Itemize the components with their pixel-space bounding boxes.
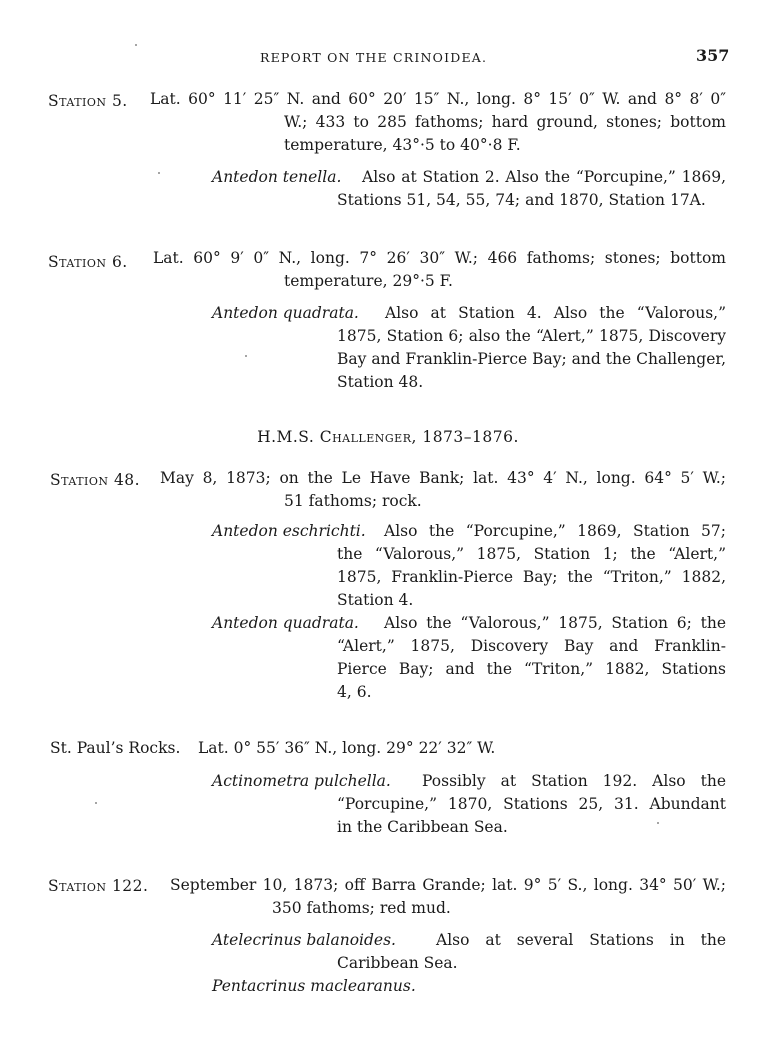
station-line: temperature, 43°·5 to 40°·8 F. [284, 136, 521, 154]
species-note: 4, 6. [337, 683, 372, 701]
species-note: Also at Station 2. Also the “Porcupine,” 1869, [362, 168, 726, 186]
species-note: Caribbean Sea. [337, 954, 458, 972]
species-name: Antedon quadrata. [212, 614, 359, 632]
station-label: Station 5. [48, 92, 128, 110]
station-line: Lat. 0° 55′ 36″ N., long. 29° 22′ 32″ W. [198, 739, 496, 757]
species-note: “Porcupine,” 1870, Stations 25, 31. Abundant [337, 795, 726, 813]
species-note: Pierce Bay; and the “Triton,” 1882, Stations [337, 660, 726, 678]
page-number: 357 [696, 46, 730, 65]
station-line: 350 fathoms; red mud. [272, 899, 451, 917]
running-head: REPORT ON THE CRINOIDEA. [260, 50, 488, 65]
print-speck [245, 355, 247, 357]
species-name: Pentacrinus maclearanus. [212, 977, 416, 995]
species-name: Antedon eschrichti. [212, 522, 366, 540]
species-name: Atelecrinus balanoides. [212, 931, 396, 949]
species-note: “Alert,” 1875, Discovery Bay and Franklin- [337, 637, 726, 655]
print-speck [135, 44, 137, 46]
species-note: Also at several Stations in the [436, 931, 726, 949]
species-note: 1875, Franklin-Pierce Bay; the “Triton,” 1882, [337, 568, 726, 586]
page-header [0, 44, 776, 68]
print-speck [158, 172, 160, 174]
species-note: Also the “Porcupine,” 1869, Station 57; [384, 522, 726, 540]
station-label: Station 122. [48, 877, 149, 895]
species-note: Stations 51, 54, 55, 74; and 1870, Station 17A. [337, 191, 706, 209]
station-line: W.; 433 to 285 fathoms; hard ground, stones; bottom [284, 113, 726, 131]
station-label: Station 48. [50, 471, 141, 489]
species-name: Actinometra pulchella. [212, 772, 391, 790]
species-name: Antedon tenella. [212, 168, 342, 186]
species-note: Station 48. [337, 373, 424, 391]
section-heading: H.M.S. Challenger, 1873–1876. [257, 428, 519, 446]
station-line: May 8, 1873; on the Le Have Bank; lat. 43° 4′ N., long. 64° 5′ W.; [160, 469, 726, 487]
print-speck [657, 822, 659, 824]
station-line: 51 fathoms; rock. [284, 492, 422, 510]
species-note: Also at Station 4. Also the “Valorous,” [385, 304, 726, 322]
species-note: Station 4. [337, 591, 414, 609]
species-note: the “Valorous,” 1875, Station 1; the “Alert,” [337, 545, 726, 563]
station-label: St. Paul’s Rocks. [50, 739, 181, 757]
print-speck [95, 802, 97, 804]
species-note: in the Caribbean Sea. [337, 818, 508, 836]
station-label: Station 6. [48, 253, 128, 271]
species-name: Antedon quadrata. [212, 304, 359, 322]
station-line: temperature, 29°·5 F. [284, 272, 453, 290]
species-note: Also the “Valorous,” 1875, Station 6; the [384, 614, 726, 632]
species-note: Bay and Franklin-Pierce Bay; and the Challenger, [337, 350, 726, 368]
station-line: Lat. 60° 9′ 0″ N., long. 7° 26′ 30″ W.; 466 fathoms; stones; bottom [153, 249, 726, 267]
station-line: September 10, 1873; off Barra Grande; lat. 9° 5′ S., long. 34° 50′ W.; [170, 876, 726, 894]
species-note: Possibly at Station 192. Also the [422, 772, 726, 790]
species-note: 1875, Station 6; also the “Alert,” 1875, Discovery [337, 327, 726, 345]
station-line: Lat. 60° 11′ 25″ N. and 60° 20′ 15″ N., long. 8° 15′ 0″ W. and 8° 8′ 0″ [150, 90, 726, 108]
